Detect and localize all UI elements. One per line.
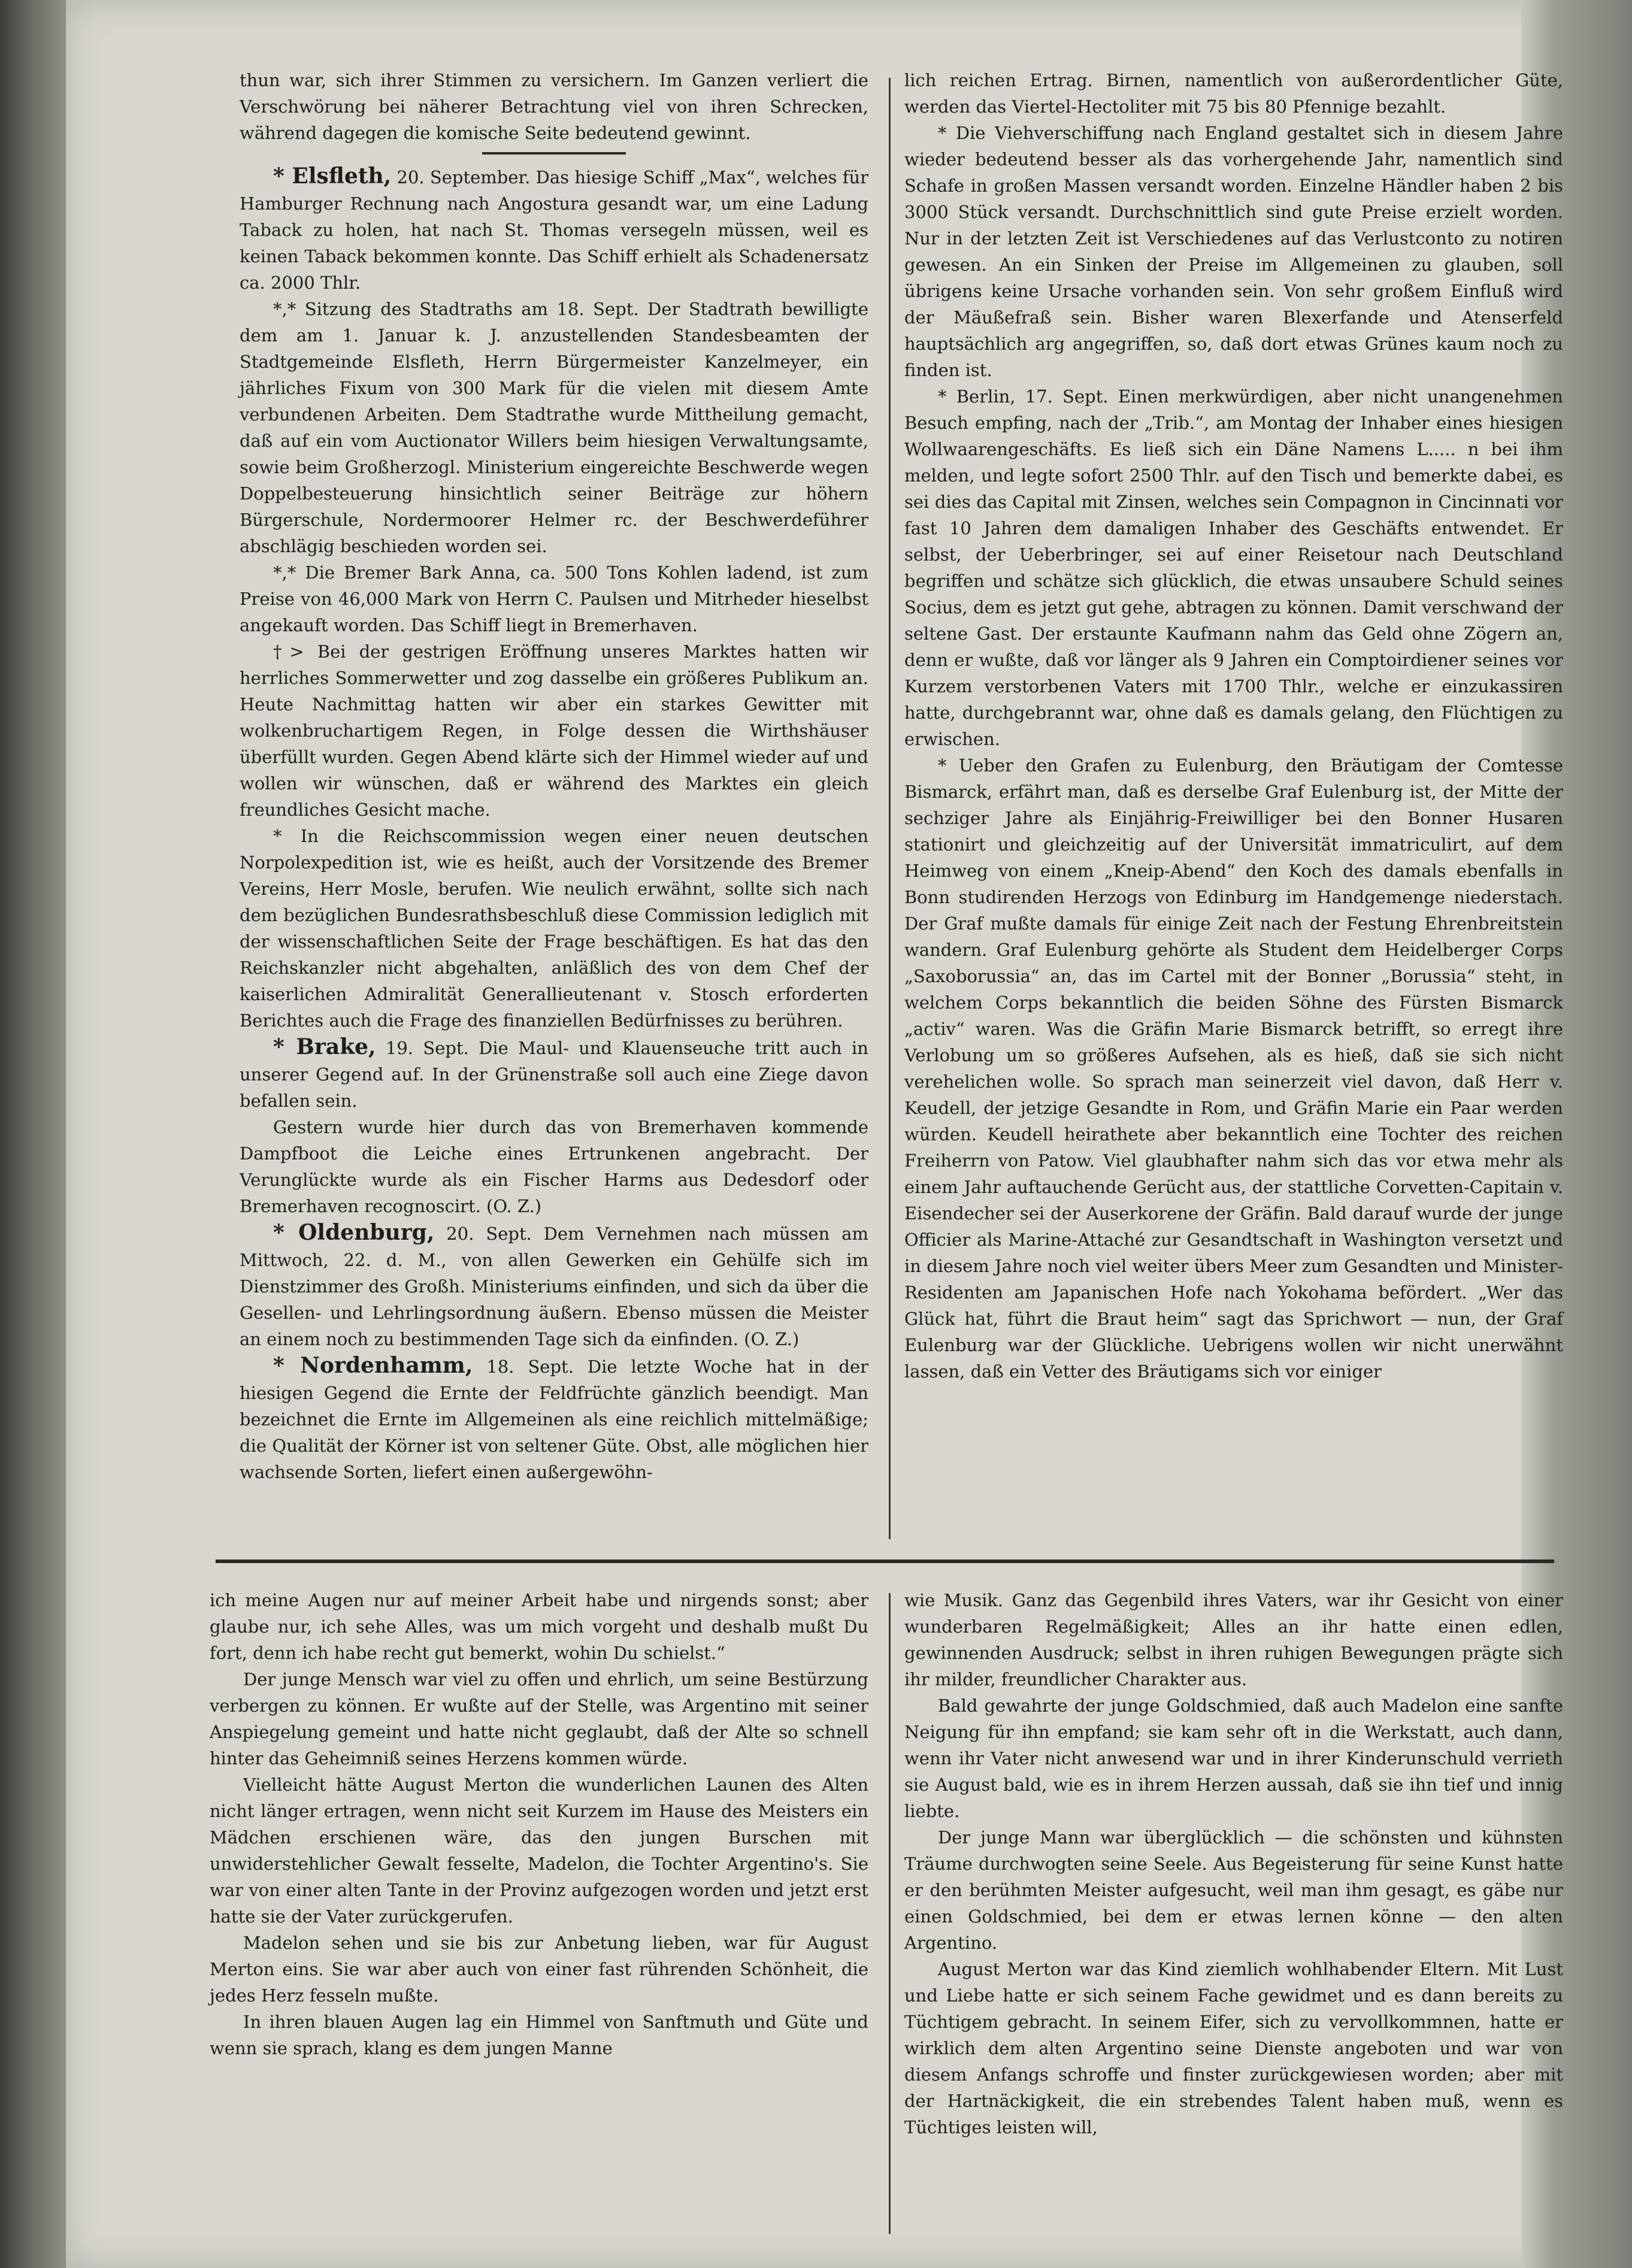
feuilleton-left-column xyxy=(210,1587,868,2061)
article-nordenhamm: * Nordenhamm, 18. Sept. Die letzte Woche hat in der hiesigen Gegend die Ernte der Feldfrüchte gänzlich beendigt. Man bezeichnet die Ernte im Allgemeinen als eine reichlich mittelmäßige; die Qualität der Körner ist von seltener Güte. Obst, alle möglichen hier wachsende Sorten, liefert einen außergewöhn- xyxy=(240,1353,868,1482)
article-elsfleth: * Elsfleth, 20. September. Das hiesige Schiff „Max“, welches für Hamburger Rechnung nach Angostura gesandt war, um eine Ladung Taback zu holen, hat nach St. Thomas versegeln müssen, weil es keinen Taback bekommen konnte. Das Schiff erhielt als Schadenersatz ca. 2000 Thlr. xyxy=(240,163,869,293)
story-text: Der junge Mann war überglücklich — die schönsten und kühnsten Träume durchwogten seine Seele. Aus Begeisterung für seine Kunst hatte er den berühmten Meister aufgesucht, weil man ihm gesagt, es gäbe nur einen Goldschmied, bei dem er etwas lernen könne — den alten Argentino. xyxy=(904,1827,1563,1953)
article-elsfleth-council: *,* Sitzung des Stadtraths am 18. Sept. Der Stadtrath bewilligte dem am 1. Januar k. J. anzustellenden Standesbeamten der Stadtgemeinde Elsfleth, Herrn Bürgermeister Kanzelmeyer, ein jährliches Fixum von 300 Mark für die vielen mit diesem Amte verbundenen Arbeiten. Dem Stadtrathe wurde Mittheilung gemacht, daß auf ein vom Auctionator Willers beim hiesigen Verwaltungsamte, sowie beim Großherzogl. Ministerium eingereichte Beschwerde wegen Doppelbesteuerung hinsichtlich seiner Beiträge zur höhern Bürgerschule, Nordermoorer Helmer rc. der Beschwerdeführer abschlägig beschieden worden sei. xyxy=(240,299,868,556)
article-oldenburg: * Oldenburg, 20. Sept. Dem Vernehmen nach müssen am Mittwoch, 22. d. M., von allen Gewerken ein Gehülfe sich im Dienstzimmer des Großh. Ministeriums einfinden, und sich da über die Gesellen- und Lehrlingsordnung äußern. Ebenso müssen die Meister an einem noch zu bestimmenden Tage sich da einfinden. (O. Z.) xyxy=(240,1220,868,1349)
place-brake: * Brake, xyxy=(273,1034,376,1059)
place-oldenburg: * Oldenburg, xyxy=(273,1220,435,1245)
story-text: August Merton war das Kind ziemlich wohlhabender Eltern. Mit Lust und Liebe hatte er sich seinem Fache gewidmet und es dann bereits zu Tüchtigem gebracht. In seinem Eifer, sich zu vervollkommnen, hatte er wirklich dem alten Argentino seine Dienste angeboten und war von diesem Anfangs schroffe und finster zurückgewiesen worden; aber mit der Hartnäckigkeit, die ein strebendes Talent haben muß, wenn es Tüchtiges leisten will, xyxy=(904,1959,1563,2137)
column-divider-top xyxy=(889,78,891,1539)
news-left-column xyxy=(240,67,868,1485)
harvest-continuation: lich reichen Ertrag. Birnen, namentlich von außerordentlicher Güte, werden das Viertel-Hectoliter mit 75 bis 80 Pfennige bezahlt. xyxy=(904,70,1563,117)
story-text: Bald gewahrte der junge Goldschmied, daß auch Madelon eine sanfte Neigung für ihn empfand; sie kam sehr oft in die Werkstatt, auch dann, wenn ihr Vater nicht anwesend war und in ihrer Kinderunschuld verrieth sie August bald, wie es in ihrem Herzen aussah, daß sie ihn tief und innig liebte. xyxy=(904,1695,1563,1821)
feuilleton-right-column xyxy=(904,1587,1563,2140)
article-cattle-shipping: * Die Viehverschiffung nach England gestaltet sich in diesem Jahre wieder bedeutend besser als das vorhergehende Jahr, namentlich sind Schafe in großen Massen versandt worden. Einzelne Händler haben 2 bis 3000 Stück versandt. Durchschnittlich sind gute Preise erzielt worden. Nur in der letzten Zeit ist Verschiedenes auf das Verlustconto zu notiren gewesen. An ein Sinken der Preise im Allgemeinen zu glauben, soll übrigens keine Ursache vorhanden sein. Von sehr großem Einfluß wird der Mäußefraß sein. Bisher waren Blexerfande und Atenserfeld hauptsächlich arg angegriffen, so, daß dort etwas Grünes kaum noch zu finden ist. xyxy=(904,123,1563,380)
story-text: In ihren blauen Augen lag ein Himmel von Sanftmuth und Güte und wenn sie sprach, klang es dem jungen Manne xyxy=(210,2012,868,2058)
place-nordenhamm: * Nordenhamm, xyxy=(273,1353,473,1378)
place-elsfleth: * Elsfleth, xyxy=(273,163,392,189)
story-text: Vielleicht hätte August Merton die wunderlichen Launen des Alten nicht länger ertragen, wenn nicht seit Kurzem im Hause des Meisters ein Mädchen erschienen wäre, das den jungen Burschen mit unwiderstehlicher Gewalt fesselte, Madelon, die Tochter Argentino's. Sie war von einer alten Tante in der Provinz aufgezogen worden und jetzt erst hatte sie der Vater zurückgerufen. xyxy=(210,1775,868,1927)
section-separator xyxy=(482,152,626,155)
article-reichscommission: * In die Reichscommission wegen einer neuen deutschen Norpolexpedition ist, wie es heißt, auch der Vorsitzende des Bremer Vereins, Herr Mosle, berufen. Wie neulich erwähnt, sollte sich nach dem bezüglichen Bundesrathsbeschluß diese Commission lediglich mit der wissenschaftlichen Seite der Frage beschäftigen. Es hat das den Reichskanzler nicht abgehalten, anläßlich des von dem Chef der kaiserlichen Admiralität Generallieutenant v. Stosch erforderten Berichtes auch die Frage des finanziellen Bedürfnisses zu berühren. xyxy=(240,826,868,1031)
story-text: Madelon sehen und sie bis zur Anbetung lieben, war für August Merton eins. Sie war aber auch von einer fast rührenden Schönheit, die jedes Herz fesseln mußte. xyxy=(210,1933,868,2006)
article-brake-drowned: Gestern wurde hier durch das von Bremerhaven kommende Dampfboot die Leiche eines Ertrunkenen angebracht. Der Verunglückte wurde als ein Fischer Harms aus Dedesdorf oder Bremerhaven recognoscirt. (O. Z.) xyxy=(240,1117,868,1216)
story-text: ich meine Augen nur auf meiner Arbeit habe und nirgends sonst; aber glaube nur, ich sehe Alles, was um mich vorgeht und deshalb mußt Du fort, denn ich habe recht gut bemerkt, wohin Du schielst.“ xyxy=(210,1590,868,1663)
feuilleton-separator xyxy=(216,1560,1554,1563)
column-divider-bottom xyxy=(889,1593,891,2234)
story-text: Der junge Mensch war viel zu offen und ehrlich, um seine Bestürzung verbergen zu können. Er wußte auf der Stelle, was Argentino mit seiner Anspiegelung gemeint und hatte nicht geglaubt, daß der Alte so schnell hinter das Geheimniß seines Herzens kommen würde. xyxy=(210,1669,868,1769)
article-berlin: * Berlin, 17. Sept. Einen merkwürdigen, aber nicht unangenehmen Besuch empfing, nach der „Trib.“, am Montag der Inhaber eines hiesigen Wollwaarengeschäfts. Es ließ sich ein Däne Namens L..... n bei ihm melden, und legte sofort 2500 Thlr. auf den Tisch und bemerkte dabei, es sei dies das Capital mit Zinsen, welches sein Compagnon in Cincinnati vor fast 10 Jahren dem damaligen Inhaber des Geschäfts entwendet. Er selbst, der Ueberbringer, sei auf einer Reisetour nach Deutschland begriffen und schätze sich glücklich, die etwas unsaubere Schuld seines Socius, dem es jetzt gut gehe, abtragen zu können. Damit verschwand der seltene Gast. Der erstaunte Kaufmann nahm das Geld ohne Zögern an, denn er wußte, daß vor länger als 9 Jahren ein Comptoirdiener seines vor Kurzem verstorbenen Vaters mit 1700 Thlr., welche er einzukassiren hatte, durchgebrannt war, ohne daß es damals gelang, den Flüchtigen zu erwischen. xyxy=(904,386,1563,749)
news-opening-text: thun war, sich ihrer Stimmen zu versichern. Im Ganzen verliert die Verschwörung bei näherer Betrachtung viel von ihren Schrecken, während dagegen die komische Seite bedeutend gewinnt. xyxy=(240,70,868,143)
news-right-column xyxy=(904,67,1563,1385)
article-elsfleth-bark: *,* Die Bremer Bark Anna, ca. 500 Tons Kohlen ladend, ist zum Preise von 46,000 Mark von Herrn C. Paulsen und Mitrheder hieselbst angekauft worden. Das Schiff liegt in Bremerhaven. xyxy=(240,562,868,635)
story-text: wie Musik. Ganz das Gegenbild ihres Vaters, war ihr Gesicht von einer wunderbaren Regelmäßigkeit; Alles an ihr hatte einen edlen, gewinnenden Ausdruck; selbst in ihren ruhigen Bewegungen prägte sich ihr milder, freundlicher Charakter aus. xyxy=(904,1590,1563,1689)
article-elsfleth-market: †> Bei der gestrigen Eröffnung unseres Marktes hatten wir herrliches Sommerwetter und zog dasselbe ein größeres Publikum an. Heute Nachmittag hatten wir aber ein starkes Gewitter mit wolkenbruchartigem Regen, in Folge dessen die Wirthshäuser überfüllt wurden. Gegen Abend klärte sich der Himmel wieder auf und wollen wir wünschen, daß er während des Marktes ein gleich freundliches Gesicht mache. xyxy=(240,641,868,820)
article-eulenburg: * Ueber den Grafen zu Eulenburg, den Bräutigam der Comtesse Bismarck, erfährt man, daß es derselbe Graf Eulenburg ist, der Mitte der sechziger Jahre als Einjährig-Freiwilliger bei den Bonner Husaren stationirt und gleichzeitig auf der Universität immatriculirt, auf dem Heimweg von einem „Kneip-Abend“ den Koch des damals ebenfalls in Bonn studirenden Herzogs von Edinburg im Handgemenge niederstach. Der Graf mußte damals für einige Zeit nach der Festung Ehrenbreitstein wandern. Graf Eulenburg gehörte als Student dem Heidelberger Corps „Saxoborussia“ an, das im Cartel mit der Bonner „Borussia“ steht, in welchem Corps bekanntlich die beiden Söhne des Fürsten Bismarck „activ“ waren. Was die Gräfin Marie Bismarck betrifft, so erregt ihre Verlobung um so größeres Aufsehen, als es hieß, daß sie sich nicht verehelichen wolle. So sprach man seinerzeit viel davon, daß Herr v. Keudell, der jetzige Gesandte in Rom, und Gräfin Marie ein Paar werden würden. Keudell heirathete aber bekanntlich eine Tochter des reichen Freiherrn von Patow. Viel glaubhafter nahm sich das vor etwa mehr als einem Jahr auftauchende Gerücht aus, der stattliche Corvetten-Capitain v. Eisendecher sei der Auserkorene der Gräfin. Bald darauf wurde der junge Officier als Marine-Attaché zur Gesandtschaft in Washington versetzt und in diesem Jahre noch viel weiter übers Meer zum Gesandten und Minister-Residenten am Japanischen Hofe nach Yokohama befördert. „Wer das Glück hat, führt die Braut heim“ sagt das Sprichwort — nun, der Graf Eulenburg war der Glückliche. Uebrigens wollen wir nicht unerwähnt lassen, daß ein Vetter des Bräutigams sich vor einiger xyxy=(904,755,1563,1382)
article-brake: * Brake, 19. Sept. Die Maul- und Klauenseuche tritt auch in unserer Gegend auf. In der Grünenstraße soll auch eine Ziege davon befallen sein. xyxy=(240,1034,868,1111)
